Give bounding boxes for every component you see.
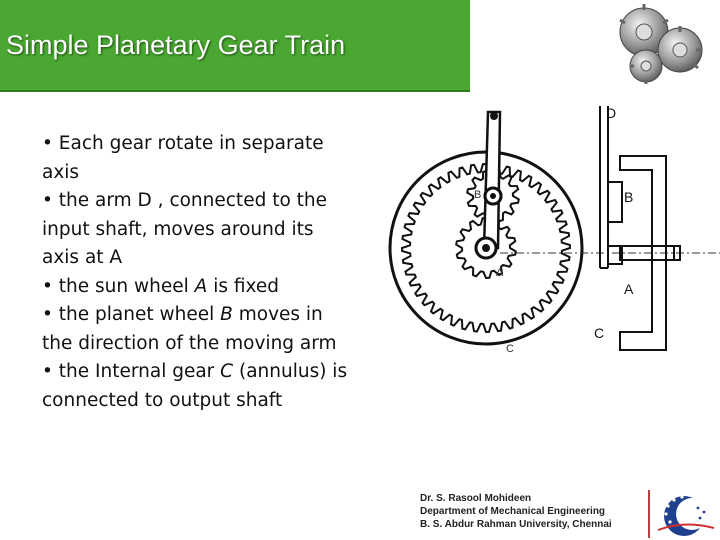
footer-university: B. S. Abdur Rahman University, Chennai xyxy=(420,519,612,530)
gear-label-b-small: B xyxy=(474,189,482,201)
slide-title: Simple Planetary Gear Train xyxy=(6,30,346,60)
bullet-2-line-3: axis at A xyxy=(42,247,123,268)
gear-icon xyxy=(606,2,718,88)
arm-d xyxy=(484,112,500,248)
bullet-2-line-1: • the arm D , connected to the xyxy=(42,190,328,211)
bullet-4-line-2: the direction of the moving arm xyxy=(42,332,337,354)
title-bar xyxy=(0,0,470,92)
footer-divider xyxy=(648,490,650,538)
label-b: B xyxy=(624,189,634,205)
footer-author: Dr. S. Rasool Mohideen xyxy=(420,493,532,504)
label-a: A xyxy=(624,281,634,297)
section-view xyxy=(600,106,680,350)
bullet-3: • the sun wheel A is fixed xyxy=(42,275,280,297)
gear-label-a-small: A xyxy=(496,267,504,279)
university-logo-icon xyxy=(654,490,718,538)
label-d: D xyxy=(606,105,617,121)
bullet-1-line-1: • Each gear rotate in separate xyxy=(42,133,324,154)
footer-department: Department of Mechanical Engineering xyxy=(420,506,606,517)
footer-credits xyxy=(420,492,612,531)
label-c: C xyxy=(594,325,605,341)
bullet-list xyxy=(42,130,372,415)
bullet-5-line-1: • the Internal gear C (annulus) is xyxy=(42,361,348,382)
bullet-4-line-1: • the planet wheel B moves in xyxy=(42,304,323,325)
bullet-2-line-2: input shaft, moves around its xyxy=(42,218,314,240)
gear-label-c-small: C xyxy=(506,343,514,355)
bullet-1-line-2: axis xyxy=(42,161,80,183)
planetary-gear-diagram xyxy=(380,98,720,368)
bullet-5-line-2: connected to output shaft xyxy=(42,389,283,411)
